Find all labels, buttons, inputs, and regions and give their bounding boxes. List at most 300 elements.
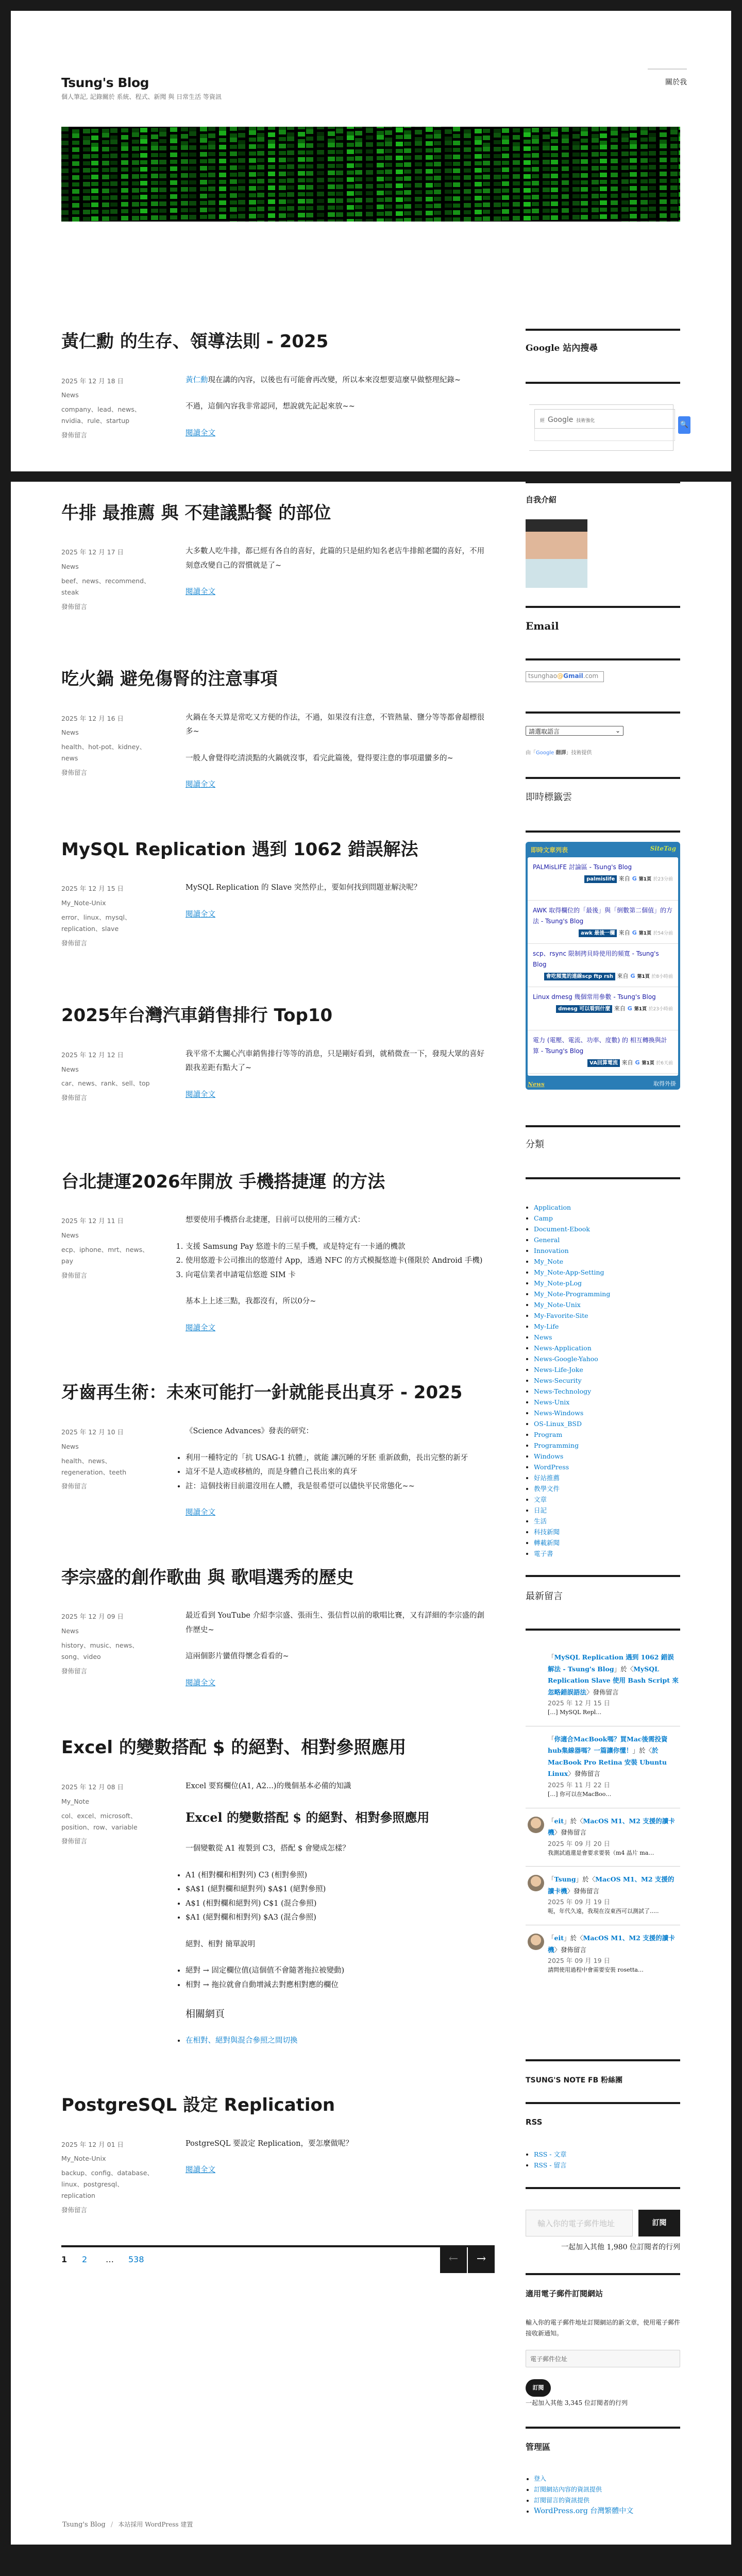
category-link[interactable]: OS-Linux_BSD [534, 1420, 582, 1428]
matrix-code-column [396, 127, 403, 222]
post-category[interactable]: News [61, 1627, 79, 1635]
email-subscribe-button[interactable]: 訂閱 [526, 2379, 551, 2397]
category-link[interactable]: 科技新聞 [534, 1528, 560, 1536]
comment-excerpt: 我測試過還是會要求要裝（m4 晶片 ma… [548, 1849, 654, 1856]
sitetag-item-link[interactable]: scp、rsync 限制拷貝時使用的頻寬 - Tsung's Blog [533, 950, 659, 969]
category-item [534, 1353, 610, 1364]
list-item-text: 相對 → 拖拉就會自動增減去對應相對應的欄位 [185, 1980, 339, 1989]
post-title[interactable]: 牙齒再生術：未來可能打一針就能長出真牙 - 2025 [61, 1382, 463, 1403]
category-link[interactable]: My-Life [534, 1323, 559, 1330]
site-title[interactable]: Tsung's Blog [61, 75, 149, 90]
post-body [61, 2137, 499, 2214]
paragraph-text: 想要使用手機搭台北捷運，目前可以使用的三種方式： [185, 1216, 365, 1225]
sitetag-keyword-badge[interactable]: VA回算電流 [587, 1059, 620, 1067]
menu-item-about[interactable]: 關於我 [648, 69, 687, 87]
sitetag-item-link[interactable]: 電力 (電壓、電流、功率、度數) 的 相互轉換與計算 - Tsung's Blog [533, 1037, 667, 1055]
sitetag-keyword-badge[interactable]: palmislife [584, 875, 617, 883]
post-date[interactable]: 2025 年 12 月 15 日 [61, 885, 124, 893]
matrix-code-column [336, 127, 343, 222]
category-item [534, 1343, 610, 1353]
content-heading: 相關網頁 [185, 2008, 225, 2020]
post-paragraph [185, 1609, 491, 1637]
category-link[interactable]: 日記 [534, 1506, 547, 1514]
matrix-code-column [445, 127, 452, 222]
list-item-text: 使用悠遊卡公司推出的悠遊付 App，透過 NFC 的方式模擬悠遊卡(僅限於 Android 手機) [185, 1257, 483, 1265]
category-link[interactable]: General [534, 1236, 560, 1244]
post-paragraph [185, 881, 491, 895]
entries-feed-link[interactable]: 訂閱網站內容的資訊提供 [534, 2486, 602, 2493]
matrix-code-column [347, 127, 354, 222]
category-link[interactable]: News-Google-Yahoo [534, 1355, 598, 1363]
rss-comments-link[interactable]: RSS - 留言 [534, 2161, 567, 2169]
google-logo: Google [548, 416, 574, 424]
rss-item [534, 2160, 567, 2171]
post-date[interactable]: 2025 年 12 月 08 日 [61, 1783, 124, 1791]
matrix-code-column [257, 127, 264, 222]
list-item [185, 1240, 491, 1255]
post-body [61, 1425, 499, 1520]
sitetag-item-link[interactable]: AWK 取得欄位的「最後」與「倒數第二個值」的方法 - Tsung's Blog [533, 907, 673, 925]
sitetag-item-meta [533, 1004, 673, 1012]
sitetag-item [528, 1030, 678, 1074]
post-paragraph [185, 752, 491, 766]
comment-post-link[interactable]: MacOS M1、M2 支援的讀卡機 [548, 1875, 674, 1895]
category-item [534, 1224, 610, 1234]
posted-label: 發佈留言 [561, 1828, 587, 1837]
post-tags[interactable]: health、hot-pot、kidney、news [61, 743, 146, 762]
list-item [185, 1451, 491, 1466]
category-link[interactable]: Windows [534, 1452, 564, 1460]
search-icon[interactable]: 🔍 [678, 416, 690, 434]
post-comment-link[interactable]: 發佈留言 [61, 769, 88, 776]
post-tags[interactable]: beef、news、recommend、steak [61, 577, 150, 596]
comment-line: 「你適合MacBook嗎？買Mac後需投資hub集線器嗎？一篇讓你懂！」於〈於 MacBook Pro Retina 安裝 Ubuntu Linux〉發佈留言 [548, 1735, 668, 1778]
category-item [534, 1256, 610, 1267]
matrix-code-column [415, 127, 422, 222]
category-link[interactable]: WordPress [534, 1463, 569, 1471]
post-comment-link[interactable]: 發佈留言 [61, 1837, 88, 1845]
subscribe-email-input[interactable]: 輸入你的電子郵件地址 [526, 2210, 633, 2236]
post-title[interactable]: 黃仁勳 的生存、領導法則 - 2025 [61, 331, 329, 352]
category-item [534, 1397, 610, 1408]
admin-item [534, 2473, 633, 2484]
post-date[interactable]: 2025 年 12 月 01 日 [61, 2140, 124, 2148]
post-comment-link[interactable]: 發佈留言 [61, 1667, 88, 1675]
category-item [534, 1234, 610, 1245]
content-heading: Excel 的變數搭配 $ 的絕對、相對參照應用 [185, 1810, 430, 1825]
category-item [534, 1245, 610, 1256]
read-more-link[interactable]: 閱讀全文 [185, 1324, 215, 1332]
post-category[interactable]: News [61, 1442, 79, 1450]
category-link[interactable]: My_Note-Programming [534, 1290, 611, 1298]
post-tags[interactable]: error、linux、mysql、replication、slave [61, 913, 131, 933]
post-tags[interactable]: car、news、rank、sell、top [61, 1079, 150, 1088]
category-link[interactable]: My_Note-Unix [534, 1301, 581, 1309]
post [61, 668, 499, 792]
post [61, 1382, 499, 1520]
category-link[interactable]: My_Note-pLog [534, 1279, 582, 1287]
matrix-code-column [600, 127, 607, 222]
powered-prefix: 由「 [526, 750, 536, 756]
read-more-link[interactable]: 閱讀全文 [185, 429, 215, 437]
list-item [185, 2034, 491, 2048]
pagination [61, 2245, 494, 2273]
post-category[interactable]: News [61, 728, 79, 737]
google-search-input[interactable] [534, 409, 675, 429]
comment-excerpt: 請問使用過程中會需要安裝 rosetta… [548, 1967, 644, 1974]
paragraph-text: 一個變數從 A1 複製到 C3，搭配 $ 會變成怎樣？ [185, 1844, 350, 1853]
comment-line: 「MySQL Replication 遇到 1062 錯誤解法 - Tsung's Blog」於〈MySQL Replication Slave 使用 Bash Script 來忽略錯誤語法〉發佈留言 [548, 1653, 679, 1696]
admin-item [534, 2506, 633, 2517]
paragraph-text: 現在講的內容，以後也有可能會再改變，所以本來沒想要這麼早做整理紀錄~ [208, 376, 461, 384]
post-comment-link[interactable]: 發佈留言 [61, 939, 88, 947]
matrix-code-column [611, 127, 618, 222]
page-current: 1 [61, 2254, 68, 2264]
sitetag-keyword-badge[interactable]: awk 最後一欄 [579, 929, 617, 937]
matrix-code-column [532, 127, 539, 222]
category-link[interactable]: News-Technology [534, 1387, 592, 1395]
post-meta [61, 376, 154, 444]
post-tags[interactable]: history、music、news、song、video [61, 1641, 139, 1660]
category-link[interactable]: 電子書 [534, 1550, 553, 1557]
widget-divider [526, 2102, 680, 2104]
matrix-code-column [572, 127, 580, 222]
list-item-text: A$1 (相對欄和絕對列) C$1 (混合參照) [185, 1899, 317, 1908]
email-subscribe-input[interactable]: 電子郵件位址 [526, 2350, 680, 2367]
matrix-code-column [426, 127, 433, 222]
post-comment-link[interactable]: 發佈留言 [61, 1271, 88, 1279]
widget-title-email-subscribe: 適用電子郵件訂閱網站 [526, 2289, 603, 2298]
post-comment-link[interactable]: 發佈留言 [61, 602, 88, 611]
list-item-text: $A$1 (絕對欄和絕對列) $A$1 (絕對參照) [185, 1885, 326, 1894]
category-item [534, 1213, 610, 1224]
read-more-link[interactable]: 閱讀全文 [185, 1509, 215, 1517]
recent-comments-list [526, 1652, 680, 1991]
matrix-code-column [110, 127, 117, 222]
post-date[interactable]: 2025 年 12 月 11 日 [61, 1217, 124, 1225]
matrix-code-column [524, 127, 531, 222]
list-item [185, 1465, 491, 1480]
post-body [61, 1609, 499, 1690]
post-date[interactable]: 2025 年 12 月 16 日 [61, 714, 124, 722]
recent-comment [526, 1652, 680, 1726]
post-category[interactable]: My_Note [61, 1797, 90, 1805]
category-link[interactable]: My-Favorite-Site [534, 1312, 588, 1319]
sitetag-item-link[interactable]: PALMisLIFE 討論區 - Tsung's Blog [533, 863, 632, 871]
search-prefix: 經 [540, 418, 545, 423]
matrix-code-column [543, 127, 550, 222]
post-body [61, 881, 499, 958]
post-paragraph [185, 1842, 491, 1856]
category-item [534, 1494, 610, 1505]
comment-date: 2025 年 11 月 22 日 [548, 1781, 610, 1789]
prev-page-arrow-icon[interactable]: ← [440, 2245, 467, 2273]
post-title[interactable]: 李宗盛的創作歌曲 與 歌唱選秀的歷史 [61, 1567, 354, 1588]
comment-date: 2025 年 09 月 19 日 [548, 1957, 610, 1965]
sitetag-item-meta [533, 874, 673, 883]
category-link[interactable]: News-Life-Joke [534, 1366, 583, 1374]
category-link[interactable]: Innovation [534, 1247, 569, 1255]
sitetag-get-plugin[interactable]: 取得外掛 [653, 1080, 676, 1087]
subscribe-button[interactable]: 訂閱 [638, 2210, 680, 2236]
category-item [534, 1462, 610, 1472]
matrix-code-column [649, 127, 656, 222]
footer-powered-link[interactable]: 本站採用 WordPress 建置 [118, 2521, 193, 2528]
post-comment-link[interactable]: 發佈留言 [61, 1094, 88, 1102]
sitetag-item [528, 857, 678, 901]
post-category[interactable]: News [61, 1231, 79, 1240]
sitetag-item-link[interactable]: Linux dmesg 幾個常用參數 - Tsung's Blog [533, 993, 656, 1001]
category-link[interactable]: News-Security [534, 1377, 582, 1384]
wordpress-org-link[interactable]: WordPress.org 台灣繁體中文 [534, 2507, 634, 2515]
matrix-code-column [61, 127, 69, 222]
matrix-code-column [385, 127, 392, 222]
category-link[interactable]: News-Application [534, 1344, 592, 1352]
matrix-code-column [132, 127, 139, 222]
post-title[interactable]: 台北捷運2026年開放 手機搭捷運 的方法 [61, 1171, 385, 1192]
category-link[interactable]: Document-Ebook [534, 1225, 590, 1233]
matrix-code-column [562, 127, 569, 222]
subscriber-count: 一起加入其他 1,980 位訂閱者的行列 [561, 2243, 680, 2251]
comment-author-link[interactable]: Tsung [554, 1875, 576, 1884]
post-content [185, 1047, 491, 1103]
header-banner-image[interactable] [61, 127, 680, 222]
paragraph-text: 最近看到 YouTube 介紹李宗盛、張雨生、張信哲以前的歌唱比賽，又有詳細的李宗盛的創作歷史~ [185, 1612, 484, 1634]
page-link-last[interactable]: 538 [128, 2254, 144, 2264]
post [61, 2094, 499, 2214]
sitetag-header: 即時文章列表 [531, 846, 568, 854]
read-more-link[interactable]: 閱讀全文 [185, 1679, 215, 1687]
post-content [185, 1609, 491, 1690]
post [61, 331, 499, 451]
sitetag-from-label: 來自 [618, 875, 630, 883]
read-more-link[interactable]: 閱讀全文 [185, 1090, 215, 1099]
list-item [185, 1978, 491, 1993]
post-category[interactable]: My_Note-Unix [61, 2155, 106, 2163]
matrix-code-column [464, 127, 471, 222]
comments-feed-link[interactable]: 訂閱留言的資訊提供 [534, 2497, 590, 2504]
comment-author-link[interactable]: 你適合MacBook嗎？買Mac後需投資hub集線器嗎？一篇讓你懂！ [548, 1735, 668, 1755]
post-meta [61, 1215, 154, 1284]
list-item-text: 支援 Samsung Pay 悠遊卡的三星手機，或是特定有一卡通的機款 [185, 1242, 406, 1251]
post-meta [61, 1427, 154, 1495]
matrix-code-column [355, 127, 362, 222]
post-date[interactable]: 2025 年 12 月 17 日 [61, 548, 124, 556]
category-item [534, 1418, 610, 1429]
rss-posts-link[interactable]: RSS - 文章 [534, 2150, 567, 2158]
sitetag-footer-news[interactable]: News [528, 1081, 545, 1088]
list-item [185, 1897, 491, 1911]
post-title[interactable]: Excel 的變數搭配 $ 的絕對、相對參照應用 [61, 1737, 407, 1758]
category-item [534, 1386, 610, 1397]
sitetag-time: 於6天前 [656, 1061, 673, 1066]
comment-author-link[interactable]: eit [554, 1934, 564, 1942]
matrix-code-column [377, 127, 384, 222]
sitetag-time: 於23分前 [653, 877, 673, 883]
page-link-2[interactable]: 2 [82, 2254, 88, 2264]
sitetag-item [528, 901, 678, 944]
sitetag-keyword-badge[interactable]: 會吃頻寬的連線scp ftp rsh [544, 973, 615, 980]
comment-post-link[interactable]: MacOS M1、M2 支援的讀卡機 [548, 1934, 675, 1954]
matrix-code-column [298, 127, 305, 222]
list-item-text: 註：這個技術目前還沒用在人體，我是很希望可以儘快平民常態化~~ [185, 1482, 415, 1490]
email-domain: Gmail [563, 672, 583, 680]
inline-link[interactable]: 黃仁勳 [185, 376, 208, 384]
matrix-code-column [140, 127, 147, 222]
read-more-link[interactable]: 閱讀全文 [185, 910, 215, 919]
rss-item [534, 2149, 567, 2160]
post-content [185, 881, 491, 922]
post-comment-link[interactable]: 發佈留言 [61, 1482, 88, 1490]
widget-divider [526, 606, 680, 608]
widget-title-categories: 分類 [526, 1139, 544, 1150]
sitetag-keyword-badge[interactable]: dmesg 可以看到什麼 [556, 1005, 612, 1013]
category-link[interactable]: My_Note [534, 1258, 563, 1265]
next-page-arrow-icon[interactable]: → [468, 2245, 495, 2273]
language-select[interactable] [526, 726, 623, 736]
post-paragraph [185, 1780, 491, 1794]
post-date[interactable]: 2025 年 12 月 09 日 [61, 1613, 124, 1621]
post-tags[interactable]: ecp、iphone、mrt、news、pay [61, 1245, 149, 1265]
category-link[interactable]: 生活 [534, 1517, 547, 1525]
post-title[interactable]: 2025年台灣汽車銷售排行 Top10 [61, 1005, 333, 1026]
post-tags[interactable]: backup、config、database、linux、postgresql、replication [61, 2169, 154, 2200]
email-at: @ [557, 672, 564, 680]
category-link[interactable]: 教學文件 [534, 1485, 560, 1493]
paragraph-text: 《Science Advances》發表的研究： [185, 1427, 313, 1435]
list-item [185, 1883, 491, 1897]
admin-item [534, 2484, 633, 2495]
category-item [534, 1332, 610, 1343]
post-category[interactable]: News [61, 1065, 79, 1073]
category-link[interactable]: 好站推薦 [534, 1474, 560, 1482]
sitetag-page: 第1頁 [637, 974, 650, 980]
widget-divider [526, 1629, 680, 1631]
post-body [61, 1213, 499, 1335]
comment-author-link[interactable]: eit [554, 1817, 564, 1825]
category-item [534, 1429, 610, 1440]
post-title[interactable]: 牛排 最推薦 與 不建議點餐 的部位 [61, 502, 331, 523]
post-tags[interactable]: col、excel、microsoft、position、row、variable [61, 1811, 138, 1831]
post-title[interactable]: PostgreSQL 設定 Replication [61, 2095, 335, 2116]
sitetag-page: 第1頁 [638, 877, 652, 883]
post-content [185, 2137, 491, 2178]
list-item [185, 1268, 491, 1283]
admin-list [526, 2473, 633, 2517]
category-link[interactable]: News-Windows [534, 1409, 584, 1417]
commenter-avatar [528, 1817, 544, 1833]
category-item [534, 1516, 610, 1527]
category-link[interactable]: 文章 [534, 1496, 547, 1503]
bullet-list [185, 1869, 491, 1925]
list-item-text: 這牙不是人造或移植的，而是身體自己長出來的真牙 [185, 1468, 358, 1477]
post-meta [61, 1611, 154, 1680]
category-item [534, 1472, 610, 1483]
post-date[interactable]: 2025 年 12 月 12 日 [61, 1050, 124, 1059]
related-link[interactable]: 在相對、絕對與混合參照之間切換 [185, 2036, 298, 2045]
paragraph-text: Excel 要寫欄位(A1, A2...)的幾個基本必備的知識 [185, 1782, 351, 1790]
login-link[interactable]: 登入 [534, 2475, 547, 2482]
footer-separator: / [110, 2521, 113, 2529]
post-body [61, 374, 499, 451]
post-date[interactable]: 2025 年 12 月 18 日 [61, 377, 124, 385]
widget-divider [526, 777, 680, 779]
post-category[interactable]: News [61, 562, 79, 570]
category-link[interactable]: My_Note-App-Setting [534, 1268, 604, 1276]
post [61, 839, 499, 959]
post-body [61, 545, 499, 622]
read-more-link[interactable]: 閱讀全文 [185, 781, 215, 789]
matrix-code-column [102, 127, 109, 222]
comment-excerpt: 呃，年代久遠，我現在沒東西可以測試了..... [548, 1908, 659, 1915]
post-category[interactable]: My_Note-Unix [61, 899, 106, 907]
language-select-value: 請選取語言 [529, 728, 560, 735]
widget-title-recent-comments: 最新留言 [526, 1591, 563, 1602]
sitetag-brand[interactable]: SiteTag [650, 845, 676, 852]
post-body [61, 1780, 499, 2048]
comment-post-link[interactable]: MacOS M1、M2 支援的讀卡機 [548, 1817, 675, 1837]
post-content [185, 1780, 491, 2048]
read-more-link[interactable]: 閱讀全文 [185, 2166, 215, 2175]
read-more-link[interactable]: 閱讀全文 [185, 588, 215, 597]
paragraph-text: 這兩個影片蠻值得懷念看看的~ [185, 1652, 289, 1661]
category-link[interactable]: Camp [534, 1214, 553, 1222]
page [11, 11, 731, 2545]
post-category[interactable]: News [61, 391, 79, 399]
widget-divider [526, 481, 680, 483]
list-item-text: 向電信業者申請電信悠遊 SIM 卡 [185, 1270, 296, 1279]
matrix-code-column [268, 127, 275, 222]
post-date[interactable]: 2025 年 12 月 10 日 [61, 1428, 124, 1436]
footer-site-link[interactable]: Tsung's Blog [62, 2521, 106, 2529]
matrix-code-column [121, 127, 128, 222]
site-footer [62, 2520, 193, 2529]
comment-line: 「Tsung」於〈MacOS M1、M2 支援的讀卡機〉發佈留言 [548, 1875, 674, 1895]
matrix-code-column [679, 127, 680, 222]
post-paragraph [185, 1047, 491, 1076]
comment-author-link[interactable]: MySQL Replication 遇到 1062 錯誤解法 - Tsung's Blog [548, 1653, 674, 1673]
matrix-code-column [494, 127, 501, 222]
google-logo: Google [536, 750, 554, 756]
matrix-code-column [453, 127, 460, 222]
comment-post-link[interactable]: 於 MacBook Pro Retina 安裝 Ubuntu Linux [548, 1747, 667, 1778]
category-link[interactable]: Program [534, 1431, 563, 1438]
category-item [534, 1527, 610, 1537]
category-link[interactable]: 轉載新聞 [534, 1539, 560, 1547]
category-item [534, 1310, 610, 1321]
post-title[interactable]: MySQL Replication 遇到 1062 錯誤解法 [61, 839, 418, 860]
category-link[interactable]: Programming [534, 1442, 579, 1449]
post-comment-link[interactable]: 發佈留言 [61, 2206, 88, 2214]
category-link[interactable]: News-Unix [534, 1398, 570, 1406]
category-item [534, 1364, 610, 1375]
post-comment-link[interactable]: 發佈留言 [61, 431, 88, 439]
comment-post-link[interactable]: MySQL Replication Slave 使用 Bash Script 來忽略錯誤語法 [548, 1665, 679, 1696]
post-meta [61, 883, 154, 952]
posted-label: 發佈留言 [561, 1945, 587, 1954]
post [61, 1171, 499, 1336]
post-tags[interactable]: company、lead、news、nvidia、rule、startup [61, 405, 141, 425]
post-title[interactable]: 吃火鍋 避免傷腎的注意事項 [61, 669, 278, 689]
sitetag-time: 於23小時前 [648, 1007, 673, 1012]
post-tags[interactable]: health、news、regeneration、teeth [61, 1456, 127, 1476]
sitetag-item [528, 944, 678, 987]
widget-title-fb: TSUNG'S NOTE FB 粉絲團 [526, 2076, 623, 2084]
matrix-code-column [592, 127, 599, 222]
category-link[interactable]: Application [534, 1204, 571, 1211]
category-link[interactable]: News [534, 1333, 552, 1341]
list-item [185, 1480, 491, 1494]
